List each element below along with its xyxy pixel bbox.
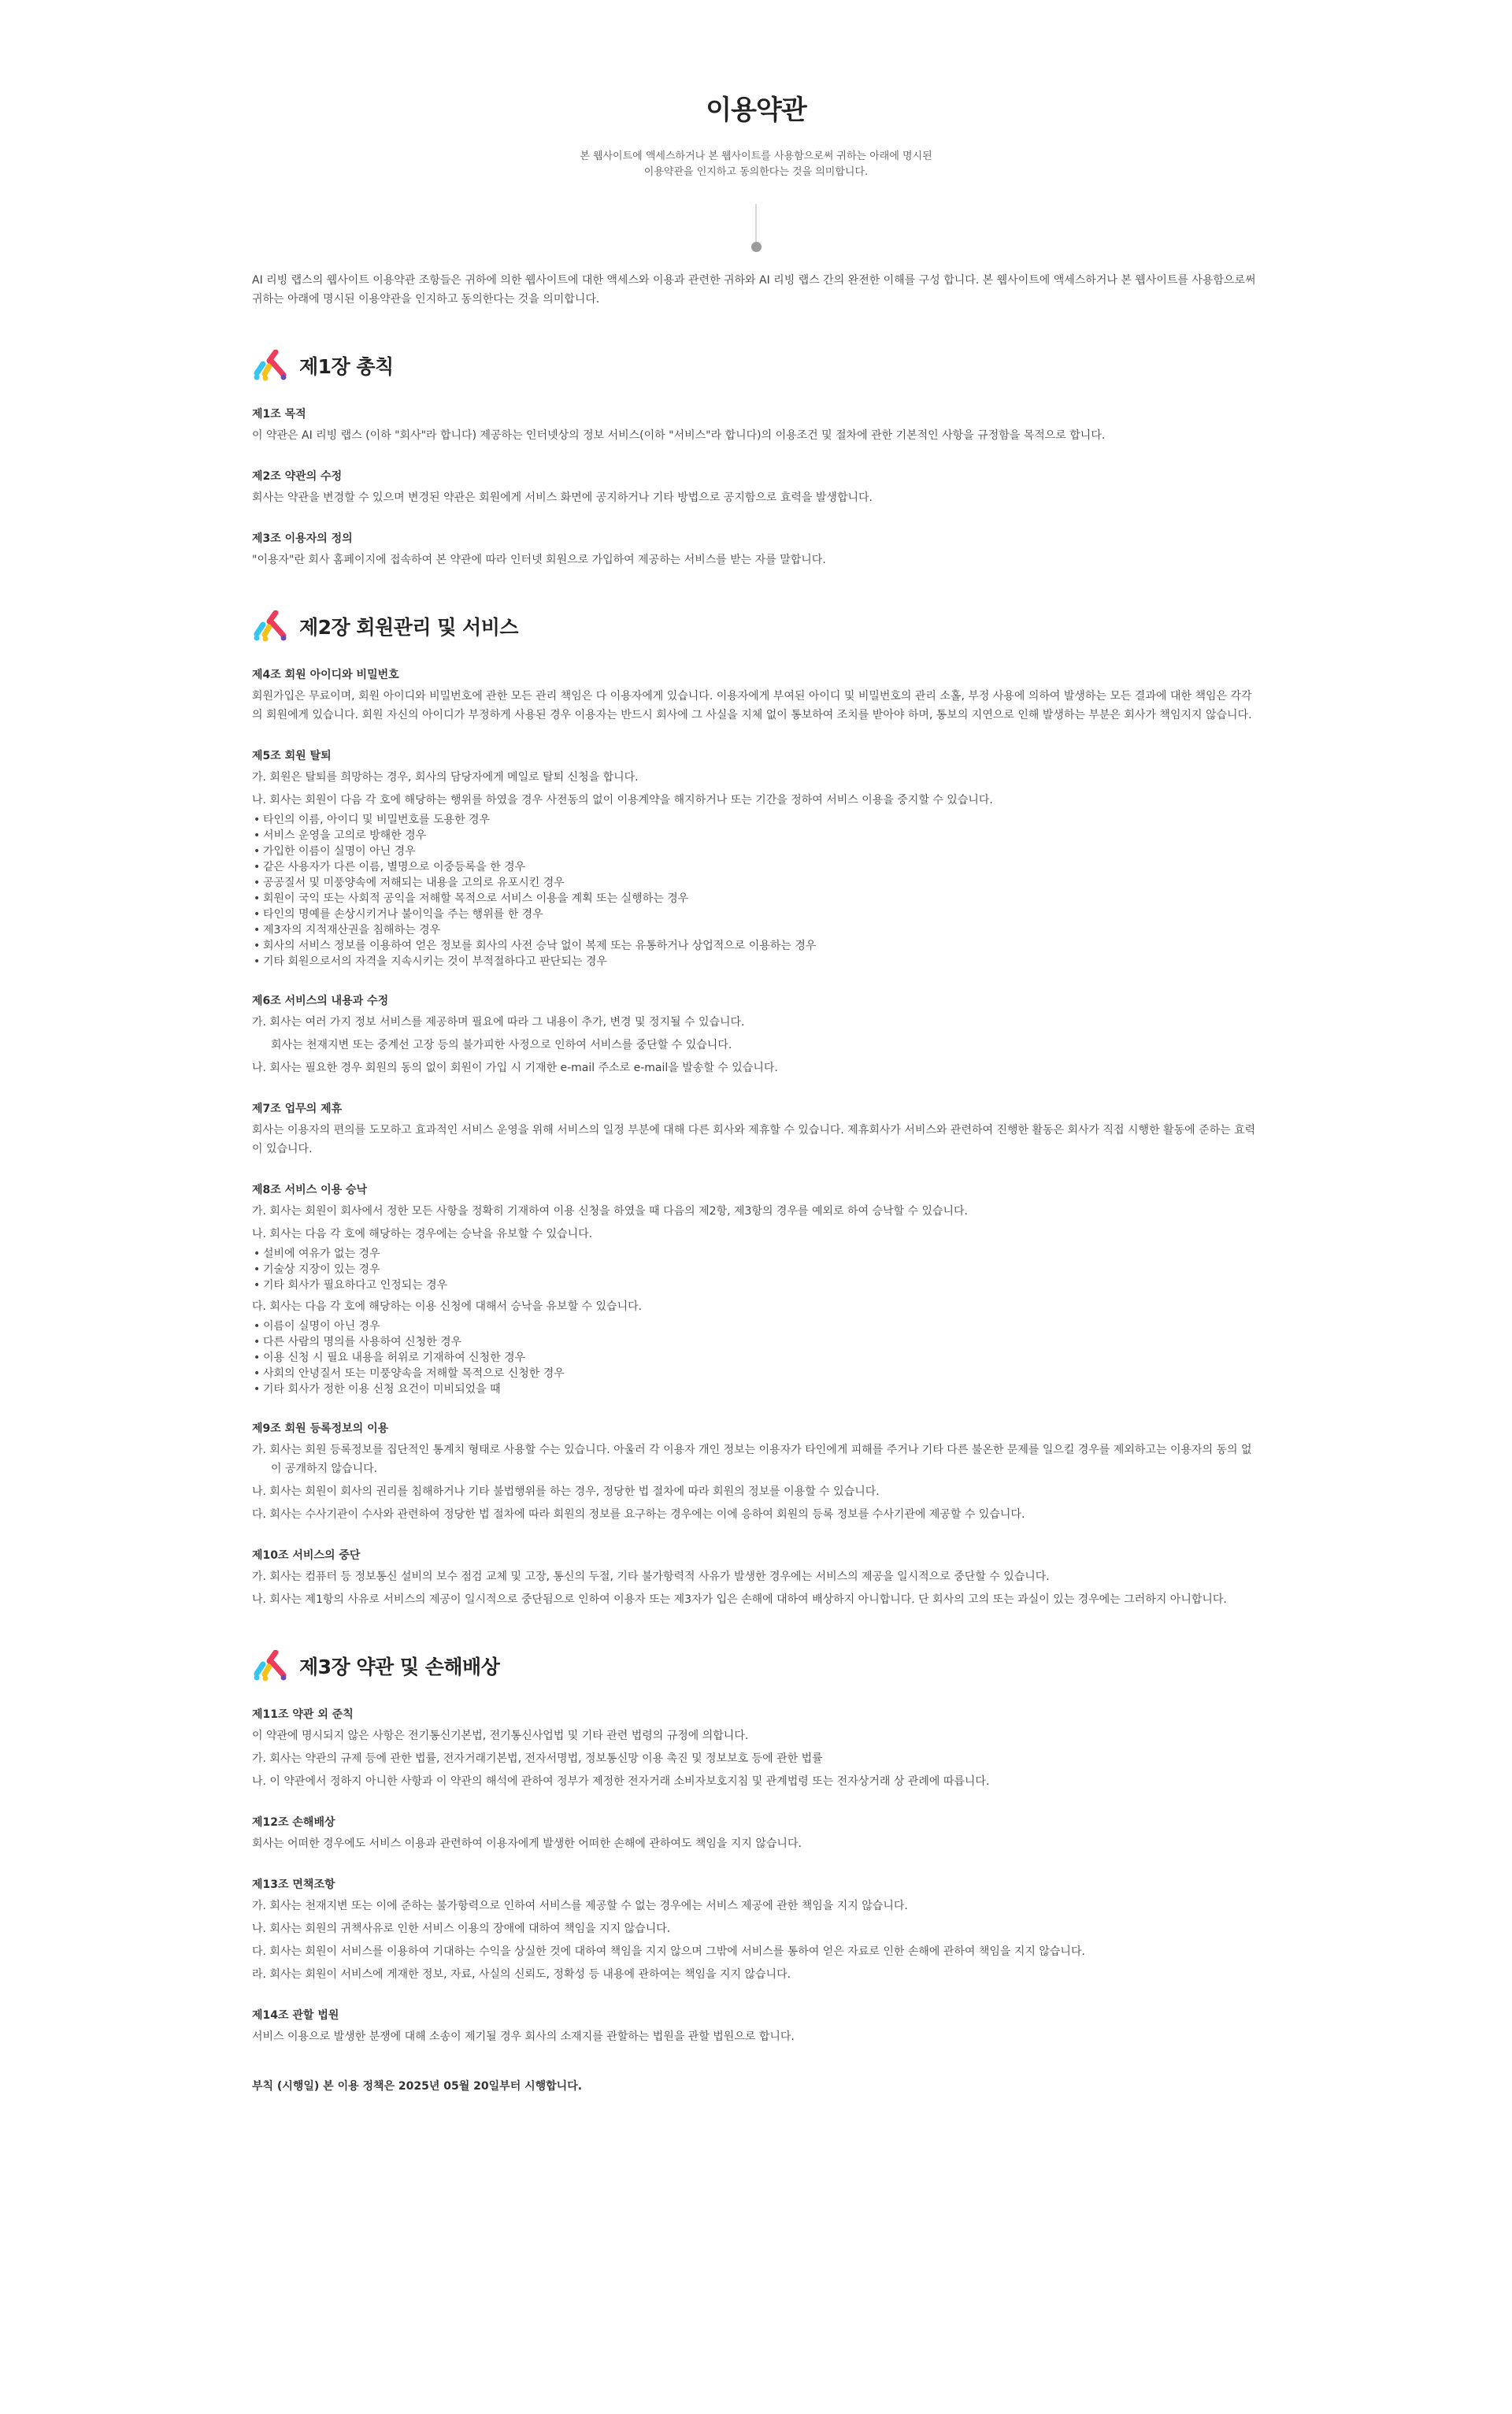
chapters-container: [252, 348, 1260, 2046]
article-title: 제3조 이용자의 정의: [252, 532, 353, 545]
article-title: 제9조 회원 등록정보의 이용: [252, 1422, 389, 1435]
chapter-title: 제3장 약관 및 손해배상: [299, 1656, 500, 1678]
list-item: • 이용 신청 시 필요 내용을 허위로 기재하여 신청한 경우: [252, 1350, 1260, 1366]
divider-line: [755, 204, 757, 243]
article-paragraph: 나. 회사는 제1항의 사유로 서비스의 제공이 일시적으로 중단됨으로 인하여 이용자 또는 제3자가 입은 손해에 대하여 배상하지 아니합니다. 단 회사의 고의 또는 과실이 있는 경우에는 그러하지 아니합니다.: [252, 1593, 1227, 1606]
article-title: 제8조 서비스 이용 승낙: [252, 1184, 368, 1196]
article-paragraph: 회사는 이용자의 편의를 도모하고 효과적인 서비스 운영을 위해 서비스의 일정 부분에 대해 다른 회사와 제휴할 수 있습니다. 제휴회사가 서비스와 관련하여 진행한 활동은 회사가 직접 시행한 활동에 준하는 효력이 있습니다.: [252, 1124, 1256, 1155]
chapter-section: [252, 609, 1260, 1609]
article-paragraph: 회사는 천재지변 또는 중계선 고장 등의 불가피한 사정으로 인하여 서비스를 중단할 수 있습니다.: [271, 1039, 732, 1051]
article-paragraph: 다. 회사는 다음 각 호에 해당하는 이용 신청에 대해서 승낙을 유보할 수 있습니다.: [252, 1300, 643, 1313]
article-paragraph: 나. 회사는 회원의 귀책사유로 인한 서비스 이용의 장애에 대하여 책임을 지지 않습니다.: [252, 1923, 671, 1935]
list-item: • 기타 회사가 필요하다고 인정되는 경우: [252, 1277, 1260, 1293]
article-title: 제10조 서비스의 중단: [252, 1549, 361, 1562]
chapter-heading: [252, 609, 1260, 643]
page-title: 이용약관: [706, 95, 806, 126]
list-item: • 같은 사용자가 다른 이름, 별명으로 이중등록을 한 경우: [252, 859, 1260, 875]
brand-logo-icon: [252, 610, 288, 642]
list-item: • 기술상 지장이 있는 경우: [252, 1262, 1260, 1277]
article: [252, 469, 1260, 507]
brand-logo-icon: [252, 350, 288, 381]
article: [252, 531, 1260, 569]
article-paragraph: 서비스 이용으로 발생한 분쟁에 대해 소송이 제기될 경우 회사의 소재지를 관할하는 법원을 관할 법원으로 합니다.: [252, 2030, 795, 2043]
list-item: • 서비스 운영을 고의로 방해한 경우: [252, 828, 1260, 844]
article-title: 제4조 회원 아이디와 비밀번호: [252, 669, 399, 681]
chapter-section: [252, 348, 1260, 569]
article: [252, 667, 1260, 725]
article-paragraph: 가. 회사는 천재지변 또는 이에 준하는 불가항력으로 인하여 서비스를 제공할 수 없는 경우에는 서비스 제공에 관한 책임을 지지 않습니다.: [252, 1900, 908, 1912]
bullet-list: [252, 812, 1260, 970]
article-paragraph: 나. 회사는 필요한 경우 회원의 동의 없이 회원이 가입 시 기재한 e-mail 주소로 e-mail을 발송할 수 있습니다.: [252, 1062, 778, 1074]
list-item: • 회사의 서비스 정보를 이용하여 얻은 정보를 회사의 사전 승낙 없이 복제 또는 유통하거나 상업적으로 이용하는 경우: [252, 938, 1260, 954]
terms-page: [252, 0, 1260, 2093]
article-paragraph: 다. 회사는 회원이 서비스를 이용하여 기대하는 수익을 상실한 것에 대하여 책임을 지지 않으며 그밖에 서비스를 통하여 얻은 자료로 인한 손해에 관하여 책임을 지지 않습니다.: [252, 1945, 1085, 1958]
article-title: 제11조 약관 외 준칙: [252, 1708, 354, 1721]
subtitle-line: 이용약관을 인지하고 동의한다는 것을 의미합니다.: [643, 166, 869, 178]
article-title: 제2조 약관의 수정: [252, 470, 343, 483]
effective-date-note: 부칙 (시행일) 본 이용 정책은 2025년 05월 20일부터 시행합니다.: [252, 2080, 583, 2093]
chapter-title: 제1장 총칙: [299, 355, 394, 378]
article: [252, 1815, 1260, 1853]
article: [252, 1182, 1260, 1397]
article: [252, 748, 1260, 970]
article: [252, 2008, 1260, 2046]
article-paragraph: 가. 회사는 회원이 회사에서 정한 모든 사항을 정확히 기재하여 이용 신청을 하였을 때 다음의 제2항, 제3항의 경우를 예외로 하여 승낙할 수 있습니다.: [252, 1205, 969, 1218]
chapter-section: [252, 1648, 1260, 2046]
article: [252, 1101, 1260, 1159]
article-paragraph: 회사는 약관을 변경할 수 있으며 변경된 약관은 회원에게 서비스 화면에 공지하거나 기타 방법으로 공지함으로 효력을 발생합니다.: [252, 491, 873, 504]
article: [252, 1877, 1260, 1984]
list-item: • 설비에 여유가 없는 경우: [252, 1246, 1260, 1262]
article-paragraph: 나. 회사는 회원이 회사의 권리를 침해하거나 기타 불법행위를 하는 경우, 정당한 법 절차에 따라 회원의 정보를 이용할 수 있습니다.: [252, 1485, 880, 1498]
article-title: 제5조 회원 탈퇴: [252, 750, 332, 762]
list-item: • 사회의 안녕질서 또는 미풍양속을 저해할 목적으로 신청한 경우: [252, 1366, 1260, 1381]
list-item: • 타인의 명예를 손상시키거나 불이익을 주는 행위를 한 경우: [252, 907, 1260, 922]
list-item: • 다른 사람의 명의를 사용하여 신청한 경우: [252, 1334, 1260, 1350]
article-title: 제13조 면책조항: [252, 1878, 335, 1891]
list-item: • 기타 회원으로서의 자격을 지속시키는 것이 부적절하다고 판단되는 경우: [252, 954, 1260, 970]
article-title: 제7조 업무의 제휴: [252, 1103, 343, 1115]
article-paragraph: 나. 회사는 다음 각 호에 해당하는 경우에는 승낙을 유보할 수 있습니다.: [252, 1228, 593, 1240]
article-paragraph: 나. 회사는 회원이 다음 각 호에 해당하는 행위를 하였을 경우 사전동의 없이 이용계약을 해지하거나 또는 기간을 정하여 서비스 이용을 중지할 수 있습니다.: [252, 794, 993, 807]
article-paragraph: 이 약관은 AI 리빙 랩스 (이하 "회사"라 합니다) 제공하는 인터넷상의 정보 서비스(이하 "서비스"라 합니다)의 이용조건 및 절차에 관한 기본적인 사항을 규정함을 목적으로 합니다.: [252, 429, 1106, 442]
article-title: 제1조 목적: [252, 408, 306, 421]
list-item: • 타인의 이름, 아이디 및 비밀번호를 도용한 경우: [252, 812, 1260, 828]
article-paragraph: "이용자"란 회사 홈페이지에 접속하여 본 약관에 따라 인터넷 회원으로 가입하여 제공하는 서비스를 받는 자를 말합니다.: [252, 554, 826, 566]
list-item: • 제3자의 지적재산권을 침해하는 경우: [252, 922, 1260, 938]
article-paragraph: 가. 회사는 여러 가지 정보 서비스를 제공하며 필요에 따라 그 내용이 추가, 변경 및 정지될 수 있습니다.: [252, 1016, 745, 1029]
article-paragraph: 가. 회사는 컴퓨터 등 정보통신 설비의 보수 점검 교체 및 고장, 통신의 두절, 기타 불가항력적 사유가 발생한 경우에는 서비스의 제공을 일시적으로 중단할 수 있습니다.: [252, 1570, 1050, 1583]
article-paragraph: 가. 회원은 탈퇴를 희망하는 경우, 회사의 담당자에게 메일로 탈퇴 신청을 합니다.: [252, 771, 639, 784]
list-item: • 기타 회사가 정한 이용 신청 요건이 미비되었을 때: [252, 1381, 1260, 1397]
divider-dot: [751, 242, 762, 252]
article: [252, 993, 1260, 1077]
article-paragraph: 이 약관에 명시되지 않은 사항은 전기통신기본법, 전기통신사업법 및 기타 관련 법령의 규정에 의합니다.: [252, 1730, 749, 1742]
article-paragraph: 다. 회사는 수사기관이 수사와 관련하여 정당한 법 절차에 따라 회원의 정보를 요구하는 경우에는 이에 응하여 회원의 등록 정보를 수사기관에 제공할 수 있습니다.: [252, 1508, 1025, 1521]
list-item: • 가입한 이름이 실명이 아닌 경우: [252, 844, 1260, 859]
article: [252, 1707, 1260, 1791]
article-paragraph: 나. 이 약관에서 정하지 아니한 사항과 이 약관의 해석에 관하여 정부가 제정한 전자거래 소비자보호지침 및 관계법령 또는 전자상거래 상 관례에 따릅니다.: [252, 1775, 990, 1788]
bullet-list: [252, 1318, 1260, 1397]
chapter-heading: [252, 348, 1260, 383]
article-paragraph: 라. 회사는 회원이 서비스에 게재한 정보, 자료, 사실의 신뢰도, 정확성 등 내용에 관하여는 책임을 지지 않습니다.: [252, 1968, 791, 1981]
list-item: • 공공질서 및 미풍양속에 저해되는 내용을 고의로 유포시킨 경우: [252, 875, 1260, 891]
chapter-heading: [252, 1648, 1260, 1683]
article-paragraph: 회사는 어떠한 경우에도 서비스 이용과 관련하여 이용자에게 발생한 어떠한 손해에 관하여도 책임을 지지 않습니다.: [252, 1837, 802, 1850]
article-title: 제14조 관할 법원: [252, 2009, 339, 2022]
bullet-list: [252, 1246, 1260, 1293]
article: [252, 406, 1260, 445]
list-item: • 이름이 실명이 아닌 경우: [252, 1318, 1260, 1334]
list-item: • 회원이 국익 또는 사회적 공익을 저해할 목적으로 서비스 이용을 계획 또는 실행하는 경우: [252, 891, 1260, 907]
article-paragraph: 가. 회사는 약관의 규제 등에 관한 법률, 전자거래기본법, 전자서명법, 정보통신망 이용 촉진 및 정보보호 등에 관한 법률: [252, 1752, 823, 1765]
article: [252, 1421, 1260, 1524]
article: [252, 1548, 1260, 1609]
brand-logo-icon: [252, 1650, 288, 1682]
intro-text: AI 리빙 랩스의 웹사이트 이용약관 조항들은 귀하에 의한 웹사이트에 대한 액세스와 이용과 관련한 귀하와 AI 리빙 랩스 간의 완전한 이해를 구성 합니다. 본 웹사이트에 액세스하거나 본 웹사이트를 사용함으로써 귀하는 아래에 명시된 이용약관을 인지하고 동의한다는 것을 의미합니다.: [252, 274, 1256, 306]
article-paragraph: 가. 회사는 회원 등록정보를 집단적인 통계치 형태로 사용할 수는 있습니다. 아울러 각 이용자 개인 정보는 이용자가 타인에게 피해를 주거나 기타 다른 불온한 문제를 일으킬 경우를 제외하고는 이용자의 동의 없이 공개하지 않습니다.: [252, 1444, 1252, 1475]
page-subtitle: [252, 149, 1260, 180]
article-title: 제12조 손해배상: [252, 1816, 335, 1829]
chapter-title: 제2장 회원관리 및 서비스: [299, 616, 519, 639]
article-paragraph: 회원가입은 무료이며, 회원 아이디와 비밀번호에 관한 모든 관리 책임은 다 이용자에게 있습니다. 이용자에게 부여된 아이디 및 비밀번호의 관리 소홀, 부정 사용에 의하여 발생하는 모든 결과에 대한 책임은 각각의 회원에게 있습니다. 회원 자신의 아이디가 부정하게 사용된 경우 이용자는 반드시 회사에 그 사실을 지체 없이 통보하여 조치를 받아야 하며, 통보의 지연으로 인해 발생하는 부분은 회사가 책임지지 않습니다.: [252, 690, 1252, 721]
article-title: 제6조 서비스의 내용과 수정: [252, 995, 389, 1007]
subtitle-line: 본 웹사이트에 액세스하거나 본 웹사이트를 사용함으로써 귀하는 아래에 명시된: [580, 150, 932, 162]
